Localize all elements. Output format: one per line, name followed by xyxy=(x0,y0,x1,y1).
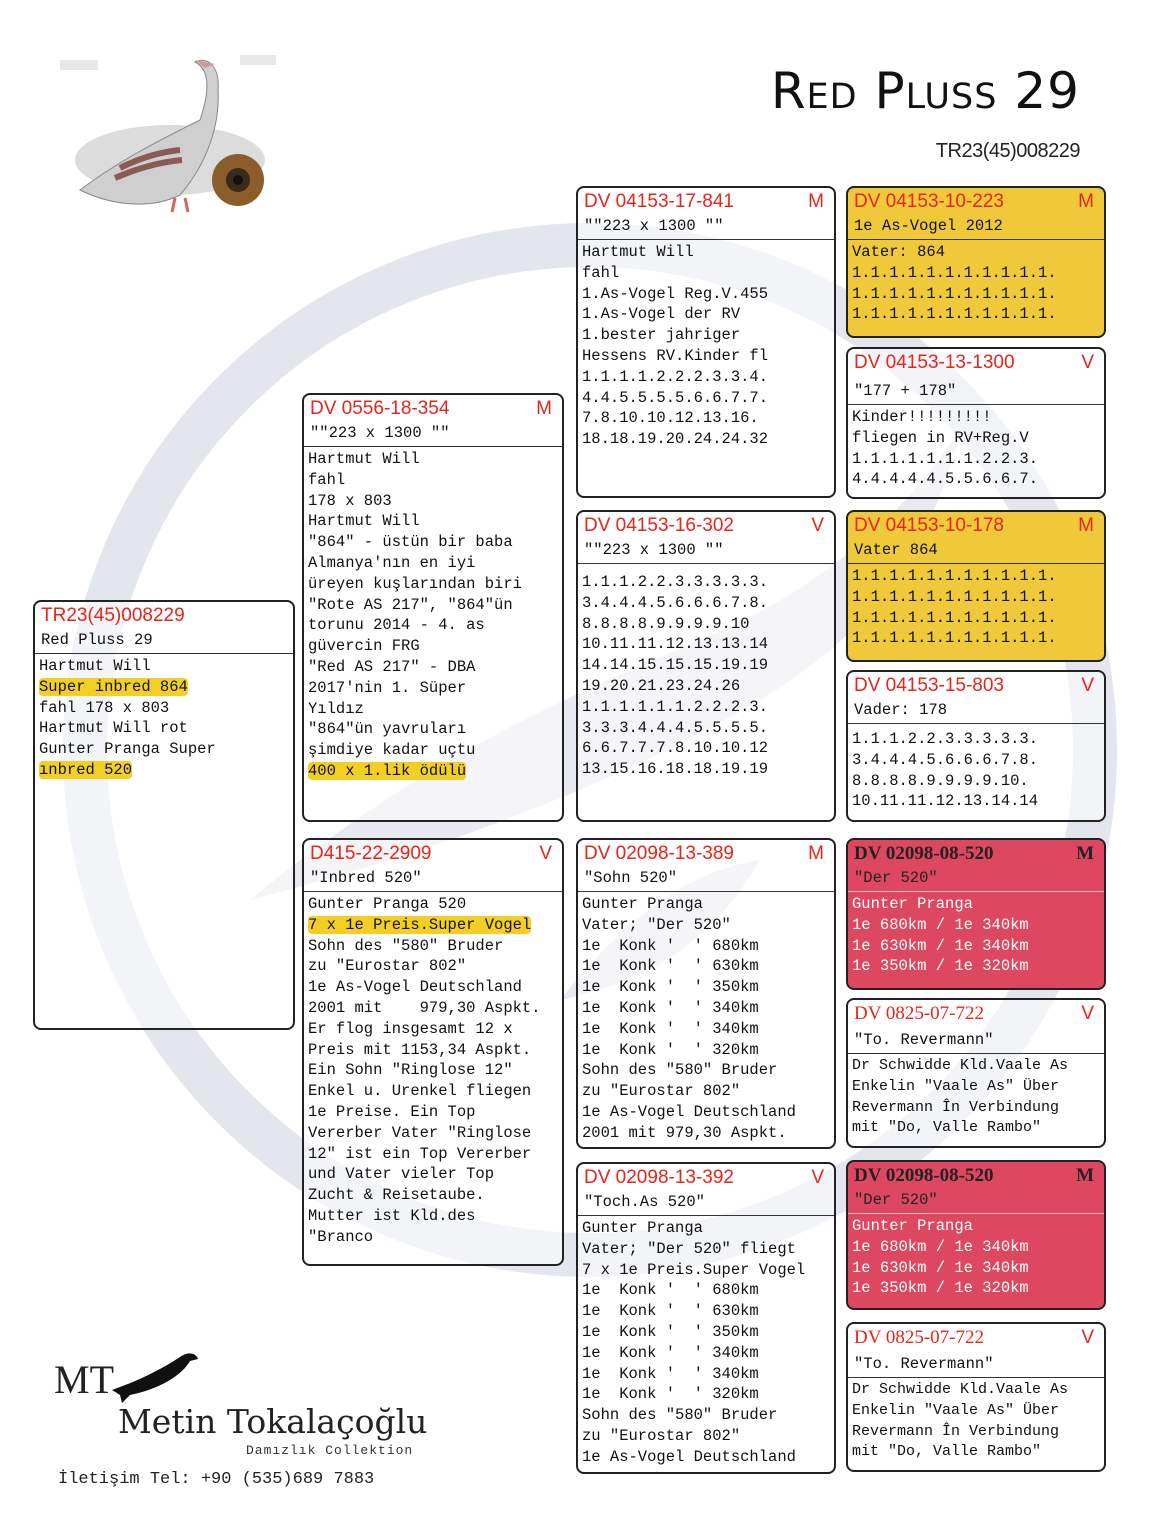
box-sex: M xyxy=(808,191,824,212)
contact-phone: İletişim Tel: +90 (535)689 7883 xyxy=(58,1470,375,1489)
box-name: "Der 520" xyxy=(848,1188,1104,1214)
box-body: 1.1.1.2.2.3.3.3.3.3. 3.4.4.4.5.6.6.6.7.8. 8.8.8.8.9.9.9.9.10 10.11.11.12.13.13.14 14.14.15.15.15.19.19 19.20.21.23.24.26 1.1.1.1.1.1.2.2.2.3. 3.3.3.4.4.4.5.5.5.5. 6.6.7.7.7.8.10.10.12 13.15.16.18.18.19.19 xyxy=(582,573,769,779)
box-sex: V xyxy=(1081,352,1094,373)
box-sex: M xyxy=(536,398,552,419)
pedigree-box-fm xyxy=(576,510,836,822)
pedigree-box-ff xyxy=(576,186,836,498)
box-sex: V xyxy=(811,1167,824,1188)
box-body: Vater: 864 1.1.1.1.1.1.1.1.1.1.1. 1.1.1.1.1.1.1.1.1.1.1. 1.1.1.1.1.1.1.1.1.1.1. xyxy=(852,243,1057,324)
pigeon-photo xyxy=(60,50,300,225)
box-name: "To. Revermann" xyxy=(848,1350,1104,1378)
box-sex: M xyxy=(808,843,824,864)
box-body: Hartmut Will fahl 1.As-Vogel Reg.V.455 1.As-Vogel der RV 1.bester jahriger Hessens RV.Kinder fl 1.1.1.1.2.2.2.3.3.4. 4.4.5.5.5.5.6.6.7.7. 7.8.10.10.12.13.16. 18.18.19.20.24.24.32 xyxy=(582,243,769,449)
bird-logo-icon xyxy=(50,1345,210,1405)
box-ring: DV 04153-10-178 xyxy=(854,515,1004,536)
box-sex: V xyxy=(1081,1327,1094,1348)
box-ring: DV 04153-17-841 xyxy=(584,191,734,212)
box-ring: TR23(45)008229 xyxy=(41,605,185,626)
pedigree-box-fmm xyxy=(846,670,1106,822)
pedigree-box-mmf xyxy=(846,1160,1106,1310)
box-name: "Inbred 520" xyxy=(304,866,562,892)
ring-number: TR23(45)008229 xyxy=(935,140,1080,162)
box-body: Kinder!!!!!!!!! fliegen in RV+Reg.V 1.1.1.1.1.1.1.2.2.3. 4.4.4.4.4.5.5.6.6.7. xyxy=(852,408,1039,489)
box-ring: DV 02098-08-520 xyxy=(854,843,994,864)
box-ring: DV 0556-18-354 xyxy=(310,398,450,419)
logo-initials: MT xyxy=(54,1357,114,1402)
box-body: Hartmut Will Super inbred 864 fahl 178 x 803 Hartmut Will rot Gunter Pranga Super ınbred 520 xyxy=(39,657,216,779)
box-name: "177 + 178" xyxy=(848,375,1104,405)
box-name: 1e As-Vogel 2012 xyxy=(848,214,1104,240)
box-ring: DV 0825-07-722 xyxy=(854,1327,985,1348)
box-ring: DV 04153-15-803 xyxy=(854,675,1004,696)
box-sex: M xyxy=(1076,1165,1094,1186)
brand-subtitle: Damızlık Collektion xyxy=(246,1443,414,1458)
pedigree-box-fff xyxy=(846,186,1106,338)
box-body: Gunter Pranga 520 7 x 1e Preis.Super Vogel Sohn des "580" Bruder zu "Eurostar 802" 1e As-Vogel Deutschland 2001 mit 979,30 Aspkt. Er flog insgesamt 12 x Preis mit 1153,34 Aspkt. Ein Sohn "Ringlose 12" Enkel u. Urenkel fliegen 1e Preise. Ein Top Vererber Vater "Ringlose 12" ist ein Top Vererber und Vater vieler Top Zucht & Reisetaube. Mutter ist Kld.des "Branco xyxy=(308,895,541,1246)
box-sex: V xyxy=(1081,1003,1094,1024)
box-sex: V xyxy=(811,515,824,536)
box-ring: D415-22-2909 xyxy=(310,843,432,864)
box-sex: V xyxy=(539,843,552,864)
box-name: Red Pluss 29 xyxy=(35,628,293,654)
box-sex: M xyxy=(1078,191,1094,212)
pedigree-box-mf xyxy=(576,838,836,1149)
pedigree-box-mmm xyxy=(846,1322,1106,1472)
page-title: Red Pluss 29 xyxy=(770,62,1080,120)
pedigree-box-ffm xyxy=(846,347,1106,499)
box-name: "To. Revermann" xyxy=(848,1026,1104,1054)
box-sex: M xyxy=(1078,515,1094,536)
pedigree-box-mm xyxy=(576,1162,836,1474)
box-name: "Sohn 520" xyxy=(578,866,834,892)
box-body: Dr Schwidde Kld.Vaale As Enkelin "Vaale As" Über Revermann În Verbindung mit "Do, Valle Rambo" xyxy=(852,1057,1069,1137)
box-sex: V xyxy=(1081,675,1094,696)
pedigree-box-fmf xyxy=(846,510,1106,662)
box-name: Vater 864 xyxy=(848,538,1104,564)
box-ring: DV 02098-08-520 xyxy=(854,1165,994,1186)
box-ring: DV 04153-10-223 xyxy=(854,191,1004,212)
box-ring: DV 02098-13-389 xyxy=(584,843,734,864)
box-name: "Toch.As 520" xyxy=(578,1190,834,1216)
box-body: Gunter Pranga Vater; "Der 520" fliegt 7 x 1e Preis.Super Vogel 1e Konk ' ' 680km 1e Konk ' ' 630km 1e Konk ' ' 350km 1e Konk ' ' 340km 1e Konk ' ' 340km 1e Konk ' ' 320km Sohn des "580" Bruder zu "Eurostar 802" 1e As-Vogel Deutschland xyxy=(582,1219,806,1466)
box-name: "Der 520" xyxy=(848,866,1104,892)
brand-name: Metin Tokalaçoğlu xyxy=(118,1402,428,1441)
box-body: 1.1.1.1.1.1.1.1.1.1.1. 1.1.1.1.1.1.1.1.1.1.1. 1.1.1.1.1.1.1.1.1.1.1. 1.1.1.1.1.1.1.1.1.1.1. xyxy=(852,567,1057,648)
box-name: ""223 x 1300 "" xyxy=(578,538,834,564)
box-ring: DV 04153-13-1300 xyxy=(854,352,1015,373)
box-sex: M xyxy=(1076,843,1094,864)
pedigree-box-mfm xyxy=(846,998,1106,1148)
pedigree-box-father xyxy=(302,393,564,822)
box-ring: DV 0825-07-722 xyxy=(854,1003,985,1024)
box-body: Gunter Pranga Vater; "Der 520" 1e Konk ' ' 680km 1e Konk ' ' 630km 1e Konk ' ' 350km 1e Konk ' ' 340km 1e Konk ' ' 340km 1e Konk ' ' 320km Sohn des "580" Bruder zu "Eurostar 802" 1e As-Vogel Deutschland 2001 mit 979,30 Aspkt. xyxy=(582,895,796,1142)
box-ring: DV 02098-13-392 xyxy=(584,1167,734,1188)
pedigree-box-mff xyxy=(846,838,1106,990)
box-name: Vader: 178 xyxy=(848,698,1104,724)
box-name: ""223 x 1300 "" xyxy=(578,214,834,240)
pedigree-box-mother xyxy=(302,838,564,1266)
box-body: Hartmut Will fahl 178 x 803 Hartmut Will "864" - üstün bir baba Almanya'nın en iyi üreyen kuşlarından biri "Rote AS 217", "864"ün torunu 2014 - 4. as güvercin FRG "Red AS 217" - DBA 2017'nin 1. Süper Yıldız "864"ün yavruları şimdiye kadar uçtu 400 x 1.lik ödülü xyxy=(308,450,522,780)
box-name: ""223 x 1300 "" xyxy=(304,421,562,447)
box-body: Gunter Pranga 1e 680km / 1e 340km 1e 630km / 1e 340km 1e 350km / 1e 320km xyxy=(852,895,1029,976)
box-body: Gunter Pranga 1e 680km / 1e 340km 1e 630km / 1e 340km 1e 350km / 1e 320km xyxy=(852,1217,1029,1298)
pedigree-box-main xyxy=(33,600,295,1030)
box-body: Dr Schwidde Kld.Vaale As Enkelin "Vaale As" Über Revermann În Verbindung mit "Do, Valle Rambo" xyxy=(852,1381,1069,1461)
box-ring: DV 04153-16-302 xyxy=(584,515,734,536)
box-body: 1.1.1.2.2.3.3.3.3.3. 3.4.4.4.5.6.6.6.7.8. 8.8.8.8.9.9.9.9.10. 10.11.11.12.13.14.14 xyxy=(852,730,1039,811)
